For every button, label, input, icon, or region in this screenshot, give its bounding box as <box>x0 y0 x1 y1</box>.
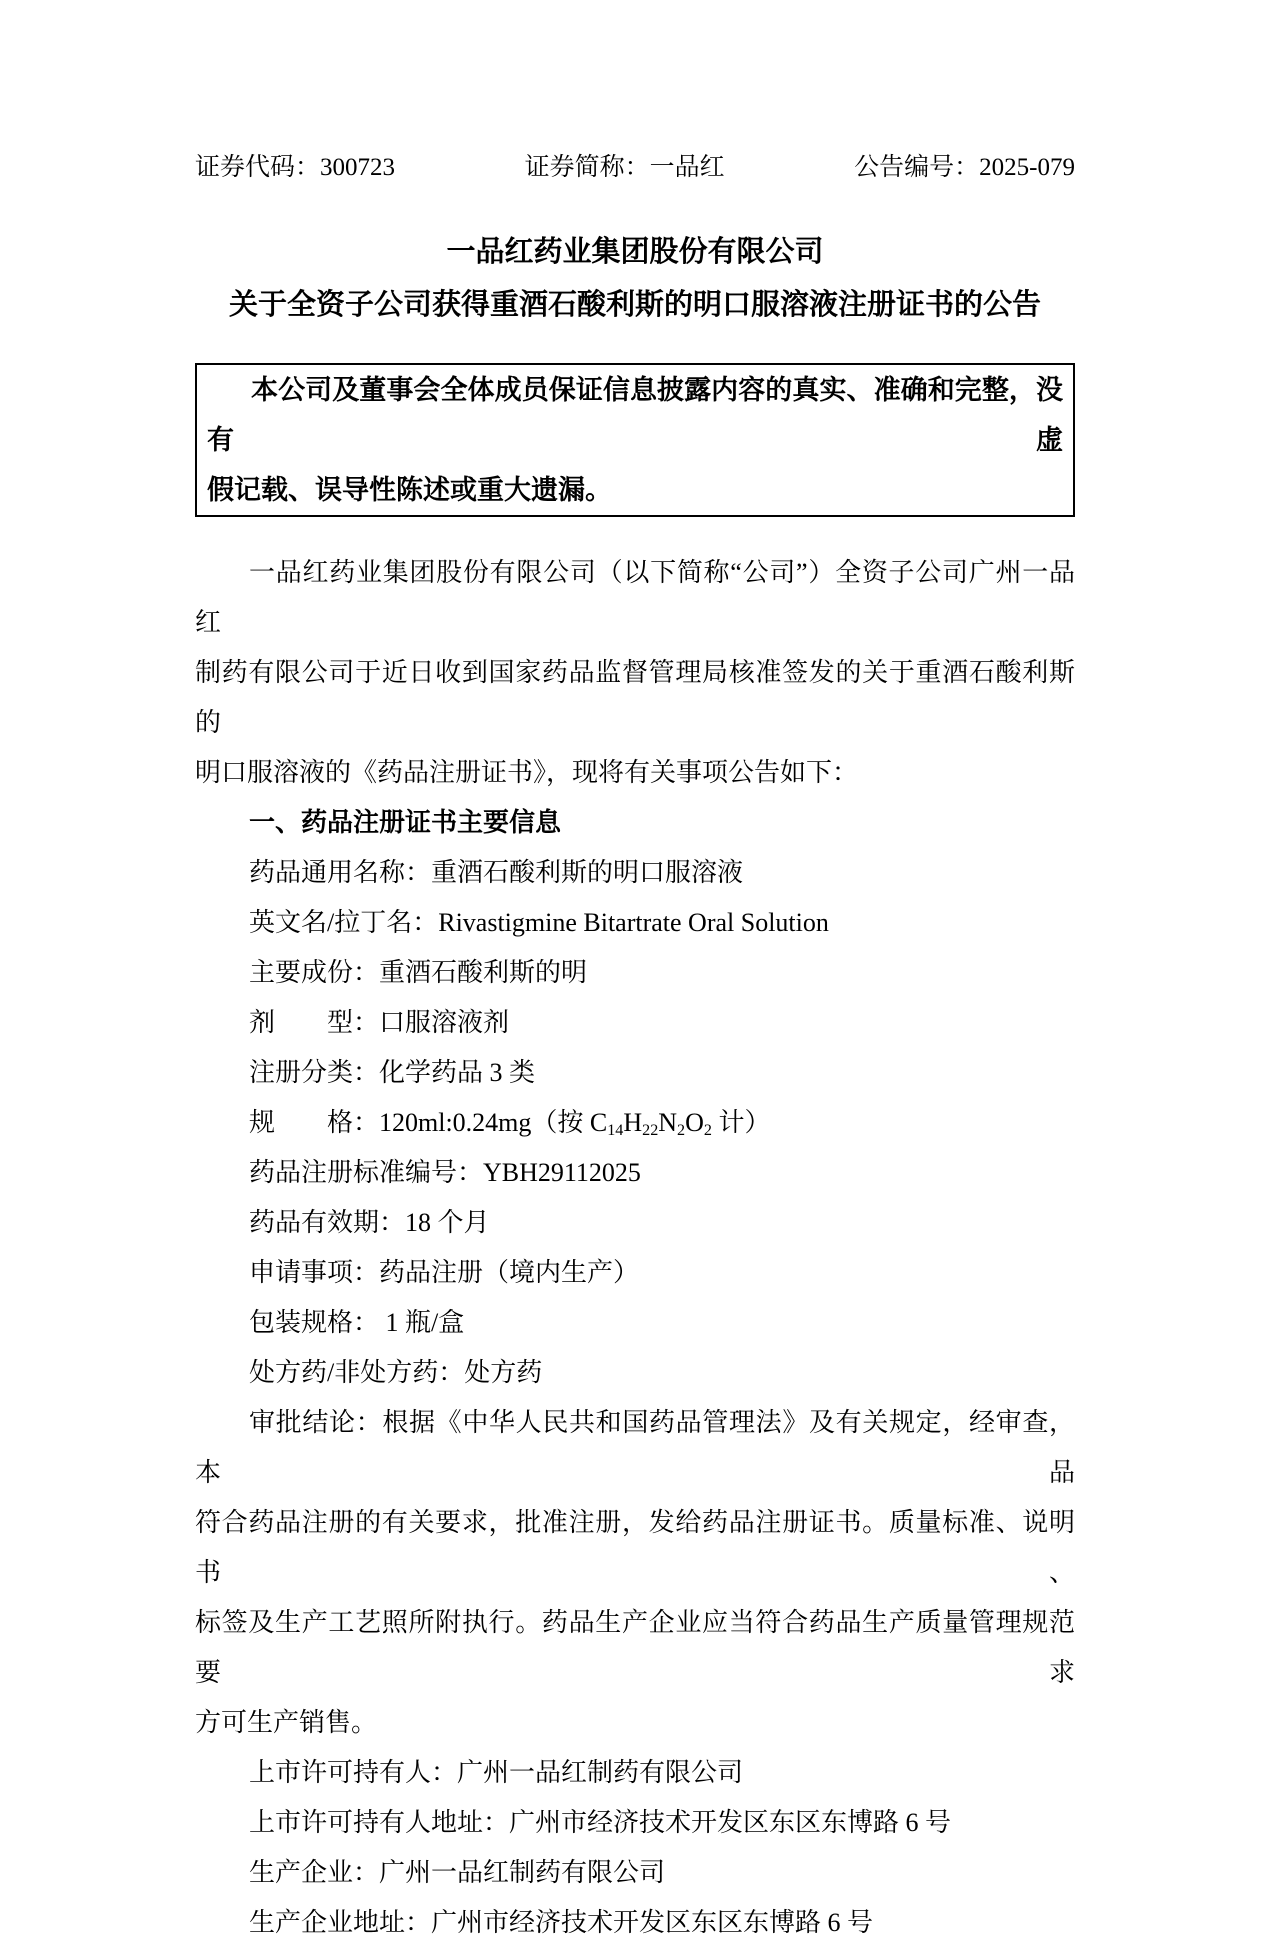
drug-english-name-line: 英文名/拉丁名：Rivastigmine Bitartrate Oral Solution <box>249 908 829 937</box>
drug-package-spec-line: 包装规格： 1 瓶/盒 <box>249 1308 465 1337</box>
approval-line-3: 标签及生产工艺照所附执行。药品生产企业应当符合药品生产质量管理规范要求 <box>195 1608 1075 1687</box>
announcement-title: 关于全资子公司获得重酒石酸利斯的明口服溶液注册证书的公告 <box>228 289 1041 321</box>
approval-line-2: 符合药品注册的有关要求，批准注册，发给药品注册证书。质量标准、说明书、 <box>195 1508 1075 1587</box>
drug-validity-line: 药品有效期：18 个月 <box>249 1208 490 1237</box>
stock-code-text: 证券代码：300723 <box>195 154 396 181</box>
drug-standard-no-line: 药品注册标准编号：YBH29112025 <box>249 1158 641 1187</box>
spec-subscript-14: 14 <box>607 1122 624 1140</box>
disclaimer-line-2: 假记载、误导性陈述或重大遗漏。 <box>207 475 612 505</box>
securities-header-row <box>195 143 1075 193</box>
drug-registration-class-line: 注册分类：化学药品 3 类 <box>249 1058 536 1087</box>
spec-element-h: H <box>623 1108 643 1137</box>
drug-dosage-form-line: 剂 型：口服溶液剂 <box>249 1008 510 1037</box>
spec-subscript-2b: 2 <box>703 1122 712 1140</box>
disclaimer-box <box>195 363 1075 517</box>
drug-main-ingredient-line: 主要成份：重酒石酸利斯的明 <box>249 958 588 987</box>
company-name-title: 一品红药业集团股份有限公司 <box>446 236 824 268</box>
announcement-number-text: 公告编号：2025-079 <box>854 154 1075 181</box>
license-holder-line: 上市许可持有人：广州一品红制药有限公司 <box>249 1758 744 1787</box>
section1-heading: 一、药品注册证书主要信息 <box>249 808 562 837</box>
manufacturer-line: 生产企业：广州一品红制药有限公司 <box>249 1858 666 1887</box>
license-holder-address-line: 上市许可持有人地址：广州市经济技术开发区东区东博路 6 号 <box>249 1808 952 1837</box>
drug-specification-line <box>195 1098 1075 1148</box>
disclaimer-line-1: 本公司及董事会全体成员保证信息披露内容的真实、准确和完整，没有虚 <box>207 375 1063 455</box>
spec-prefix: 规 格：120ml:0.24mg（按 C <box>249 1108 608 1137</box>
spec-subscript-22: 22 <box>642 1122 659 1140</box>
approval-line-1: 审批结论：根据《中华人民共和国药品管理法》及有关规定，经审查，本品 <box>195 1408 1075 1487</box>
document-content <box>195 143 1075 1948</box>
document-body <box>195 548 1075 1948</box>
spec-subscript-2a: 2 <box>677 1122 686 1140</box>
drug-generic-name-line: 药品通用名称：重酒石酸利斯的明口服溶液 <box>249 858 744 887</box>
intro-line-2: 制药有限公司于近日收到国家药品监督管理局核准签发的关于重酒石酸利斯的 <box>195 658 1075 737</box>
drug-application-line: 申请事项：药品注册（境内生产） <box>249 1258 640 1287</box>
drug-rx-category-line: 处方药/非处方药：处方药 <box>249 1358 543 1387</box>
manufacturer-address-line: 生产企业地址：广州市经济技术开发区东区东博路 6 号 <box>249 1908 874 1937</box>
stock-abbr-text: 证券简称：一品红 <box>524 154 725 181</box>
intro-line-1: 一品红药业集团股份有限公司（以下简称“公司”）全资子公司广州一品红 <box>195 558 1075 637</box>
spec-element-n: N <box>658 1108 678 1137</box>
intro-line-3: 明口服溶液的《药品注册证书》，现将有关事项公告如下： <box>195 758 859 787</box>
approval-line-4: 方可生产销售。 <box>195 1708 378 1737</box>
spec-suffix: 计） <box>711 1108 771 1137</box>
spec-element-o: O <box>685 1108 704 1137</box>
